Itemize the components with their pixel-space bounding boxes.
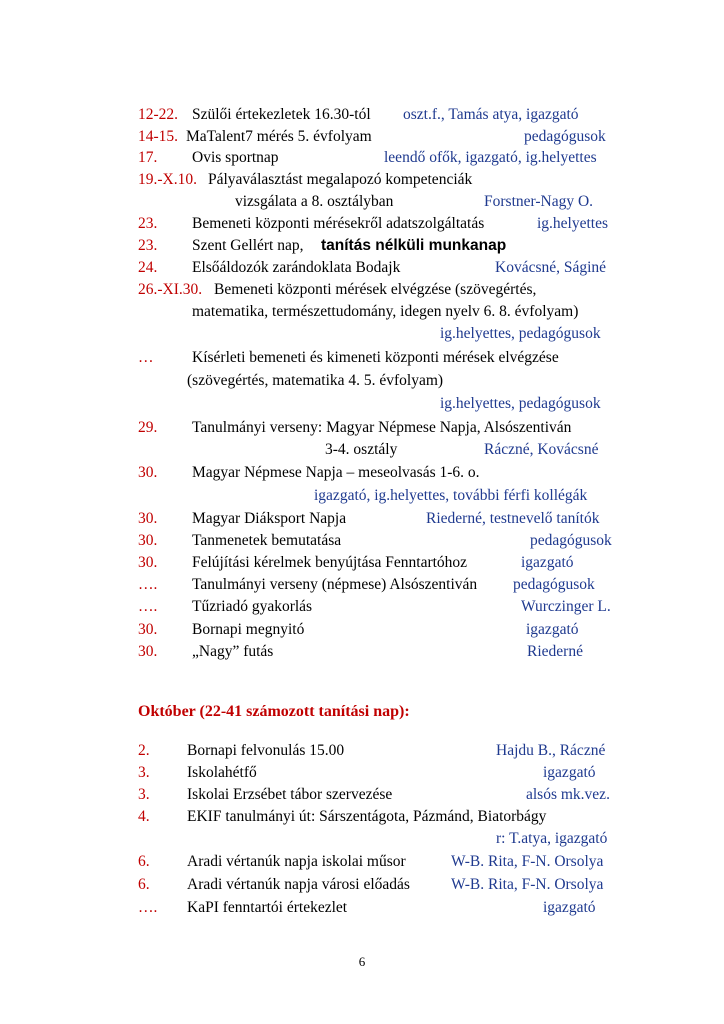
event-text: EKIF tanulmányi út: Sárszentágota, Pázmánd, Biatorbágy [187, 808, 547, 825]
event-text-cont: (szövegértés, matematika 4. 5. évfolyam) [187, 372, 444, 389]
responsible: ig.helyettes [537, 215, 609, 232]
responsible: Riederné [527, 643, 583, 660]
event-text: KaPI fenntartói értekezlet [187, 899, 348, 916]
date: …. [138, 598, 158, 615]
page-number: 6 [358, 954, 366, 969]
date: …. [138, 576, 158, 593]
date: 2. [138, 742, 150, 759]
responsible: pedagógusok [530, 532, 612, 549]
event-text: Iskolahétfő [187, 764, 257, 781]
event-text-cont: vizsgálata a 8. osztályban [235, 193, 394, 210]
date: 6. [138, 876, 150, 893]
event-text: Aradi vértanúk napja városi előadás [187, 876, 410, 893]
responsible: W-B. Rita, F-N. Orsolya [451, 853, 604, 870]
event-text: Szülői értekezletek 16.30-tól [192, 106, 371, 123]
responsible: pedagógusok [524, 128, 606, 145]
responsible: ig.helyettes, pedagógusok [440, 395, 601, 412]
date: 4. [138, 808, 150, 825]
event-text: Magyar Diáksport Napja [192, 510, 347, 527]
responsible: alsós mk.vez. [526, 786, 610, 803]
event-text: Bemeneti központi mérések elvégzése (szövegértés, [214, 281, 537, 298]
date: 30. [138, 621, 158, 638]
date: 30. [138, 643, 158, 660]
event-text: Szent Gellért nap, [192, 237, 304, 254]
event-text: Bornapi megnyitó [192, 621, 305, 638]
date: … [138, 349, 154, 366]
date: 30. [138, 464, 158, 481]
date: 14-15. [138, 128, 179, 145]
date: 24. [138, 259, 158, 276]
event-text: „Nagy” futás [192, 643, 274, 660]
event-text: Tanulmányi verseny (népmese) Alsószentiván [192, 576, 478, 593]
event-text: Aradi vértanúk napja iskolai műsor [187, 853, 406, 870]
event-text: Felújítási kérelmek benyújtása Fenntartóhoz [192, 554, 468, 571]
date: 29. [138, 419, 158, 436]
date: 23. [138, 237, 158, 254]
date: 26.-XI.30. [138, 281, 203, 298]
event-text: Magyar Népmese Napja – meseolvasás 1-6. o. [192, 464, 480, 481]
responsible: ig.helyettes, pedagógusok [440, 325, 601, 342]
date: 3. [138, 786, 150, 803]
responsible: W-B. Rita, F-N. Orsolya [451, 876, 604, 893]
event-text: Bemeneti központi mérésekről adatszolgáltatás [192, 215, 485, 232]
event-text-cont: matematika, természettudomány, idegen nyelv 6. 8. évfolyam) [192, 303, 579, 320]
section-heading-october: Október (22-41 számozott tanítási nap): [138, 703, 410, 720]
event-text: Pályaválasztást megalapozó kompetenciák [208, 171, 473, 188]
event-text: Ovis sportnap [192, 149, 279, 166]
responsible: Riederné, testnevelő tanítók [426, 510, 600, 527]
event-text: Iskolai Erzsébet tábor szervezése [187, 786, 393, 803]
responsible: igazgató [521, 554, 574, 571]
event-text: Tanulmányi verseny: Magyar Népmese Napja, Alsószentiván [192, 419, 572, 436]
event-text: Tűzriadó gyakorlás [192, 598, 313, 615]
event-text: MaTalent7 mérés 5. évfolyam [186, 128, 372, 145]
event-text: Bornapi felvonulás 15.00 [187, 742, 345, 759]
responsible: leendő ofők, igazgató, ig.helyettes [384, 149, 597, 166]
event-text-cont: 3-4. osztály [325, 441, 398, 458]
responsible: igazgató [543, 899, 596, 916]
date: 12-22. [138, 106, 179, 123]
event-text: Kísérleti bemeneti és kimeneti központi mérések elvégzése [192, 349, 559, 366]
responsible: r: T.atya, igazgató [496, 830, 608, 847]
responsible: Wurczinger L. [521, 598, 611, 615]
responsible: igazgató [526, 621, 579, 638]
date: …. [138, 899, 158, 916]
event-text-bold: tanítás nélküli munkanap [321, 237, 507, 254]
responsible: pedagógusok [513, 576, 595, 593]
date: 23. [138, 215, 158, 232]
responsible: Kovácsné, Ságiné [495, 259, 607, 276]
date: 30. [138, 510, 158, 527]
responsible: Hajdu B., Ráczné [496, 742, 606, 759]
date: 6. [138, 853, 150, 870]
responsible: igazgató, ig.helyettes, további férfi kollégák [314, 487, 588, 504]
responsible: oszt.f., Tamás atya, igazgató [403, 106, 579, 123]
date: 30. [138, 554, 158, 571]
responsible: igazgató [543, 764, 596, 781]
event-text: Tanmenetek bemutatása [192, 532, 342, 549]
date: 19.-X.10. [138, 171, 197, 188]
date: 3. [138, 764, 150, 781]
responsible: Ráczné, Kovácsné [484, 441, 599, 458]
event-text: Elsőáldozók zarándoklata Bodajk [192, 259, 401, 276]
responsible: Forstner-Nagy O. [484, 193, 594, 210]
date: 30. [138, 532, 158, 549]
date: 17. [138, 149, 158, 166]
